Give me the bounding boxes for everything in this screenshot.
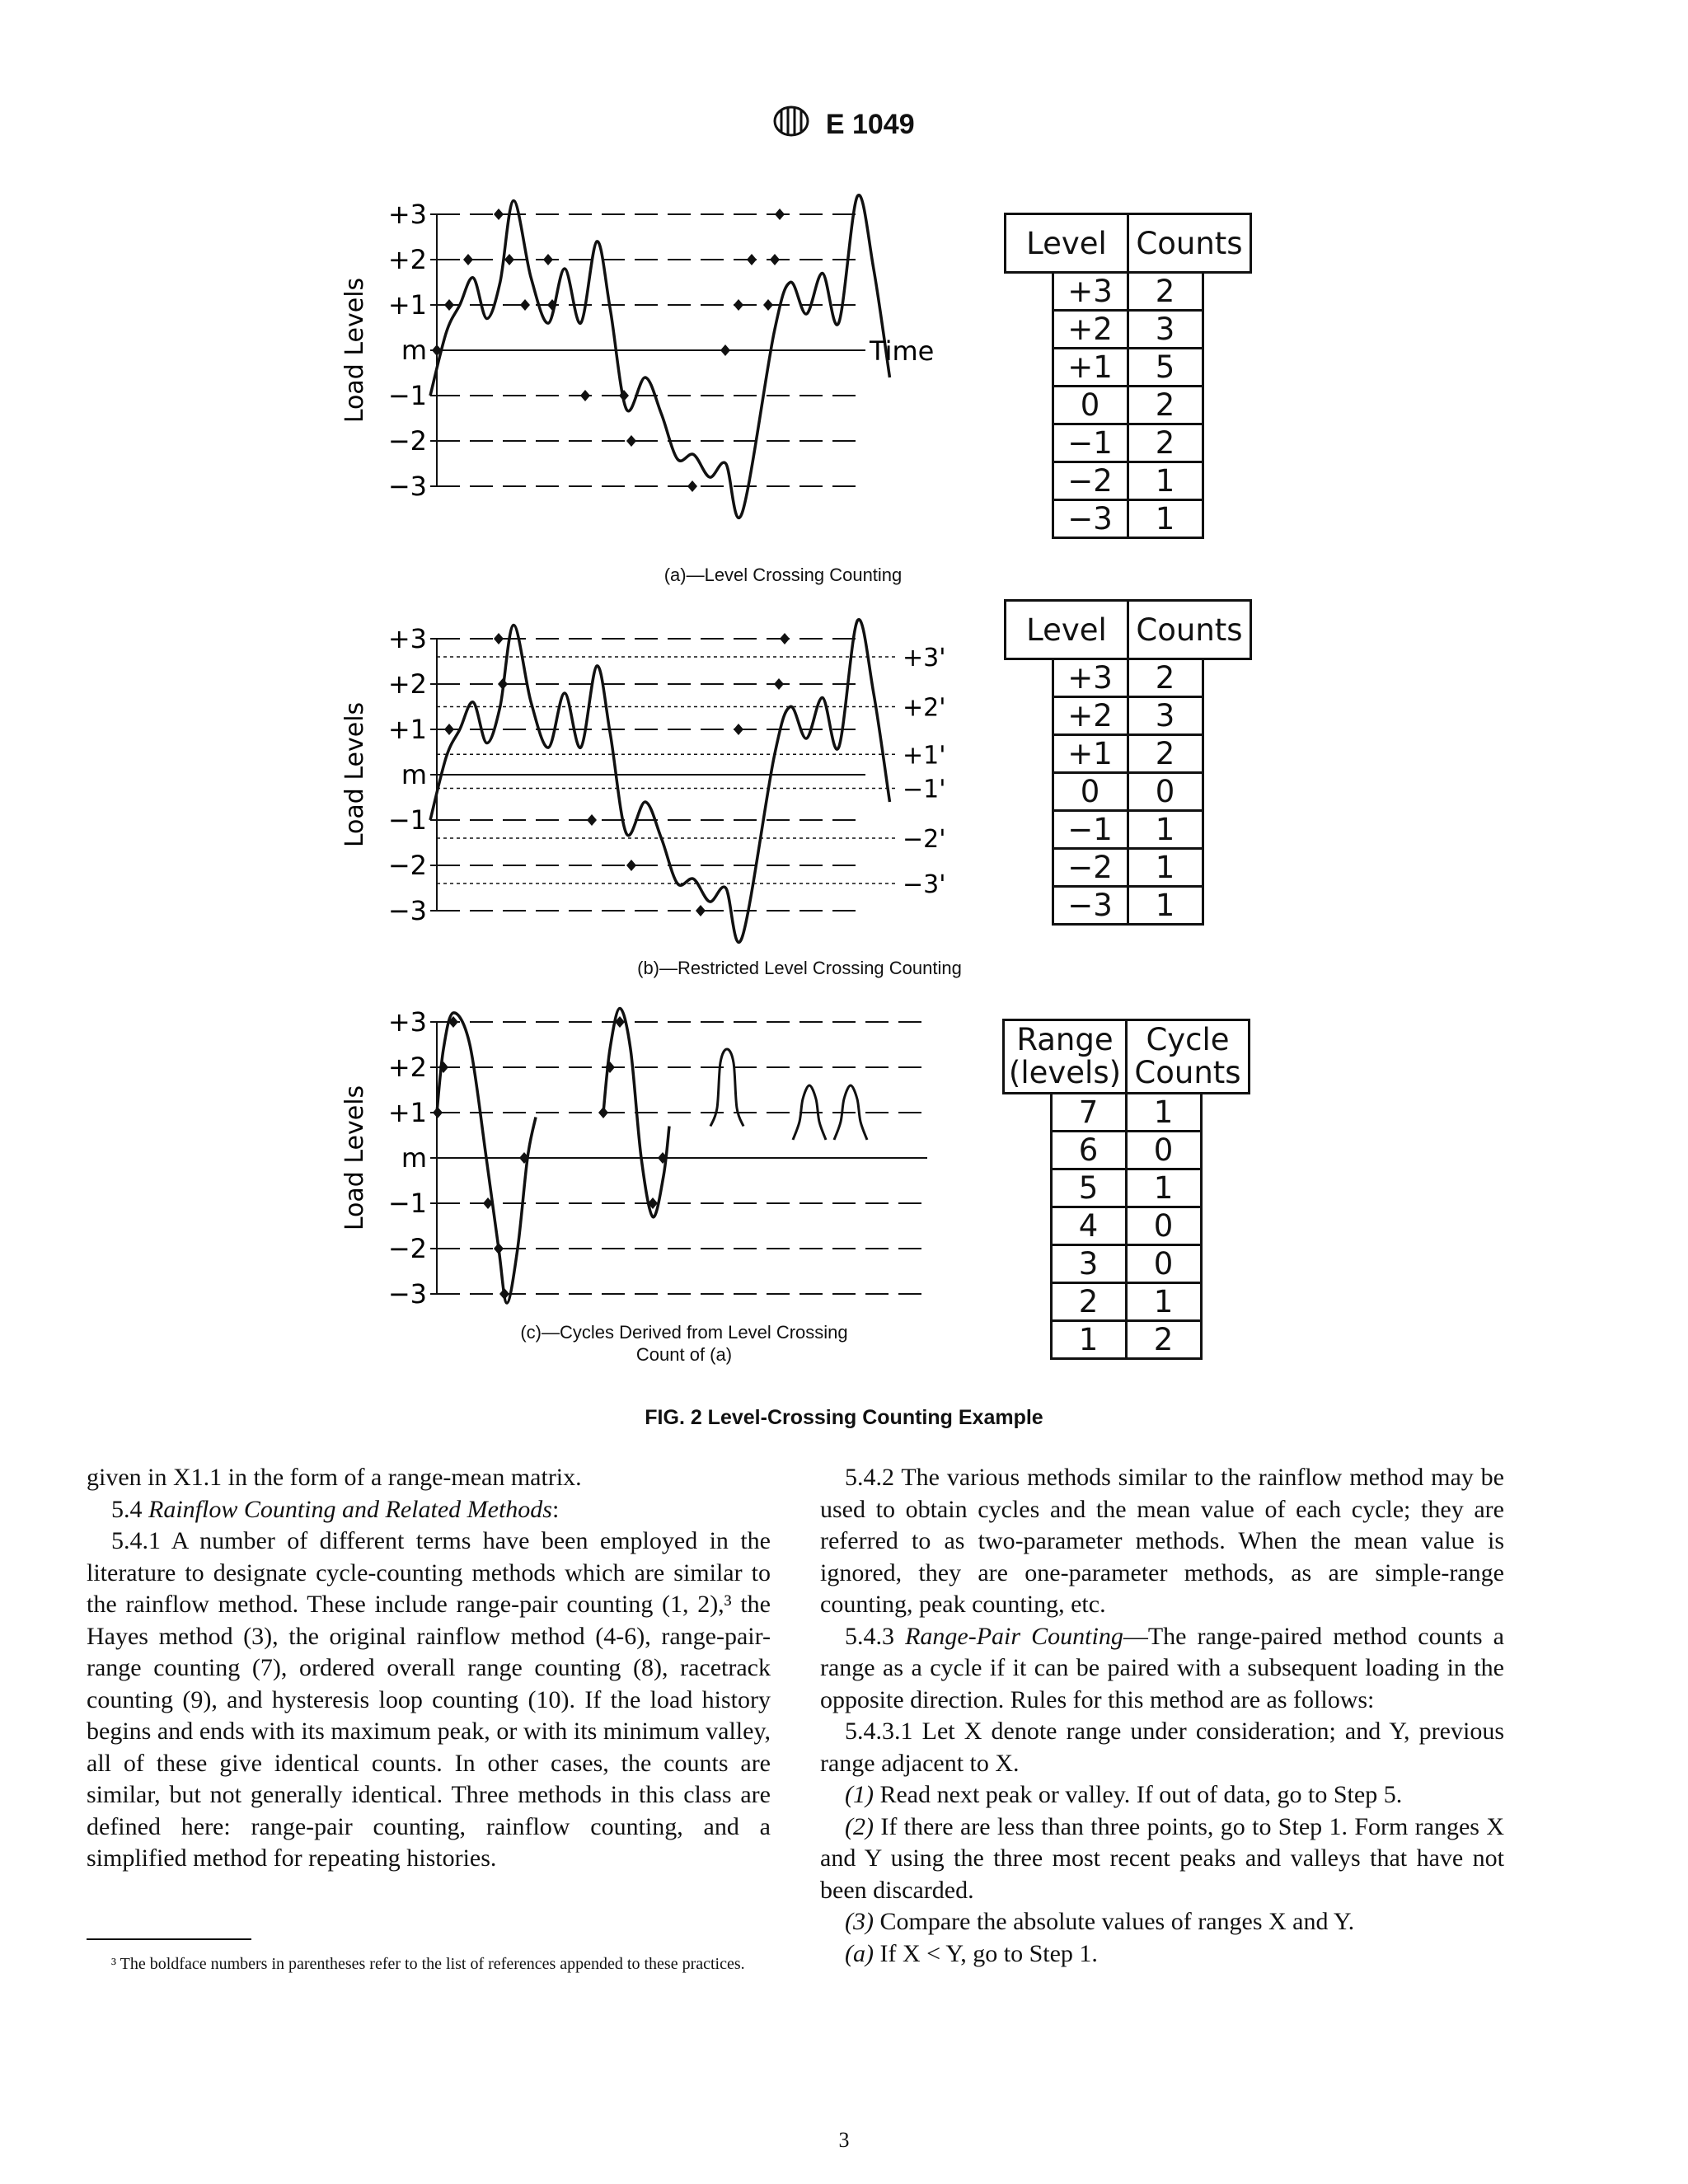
level-label: +2 [387, 1052, 427, 1083]
page-number: 3 [838, 2128, 850, 2152]
step-a [820, 1938, 1504, 1971]
small-cycle-curve [710, 1049, 743, 1127]
panel-b-caption: (b)—Restricted Level Crossing Counting [637, 958, 962, 978]
panel-c-caption-line2: Count of (a) [635, 1344, 733, 1365]
table-c-header-cycle-counts [1127, 1020, 1250, 1094]
panel-c-caption [486, 1321, 882, 1366]
table-c [1002, 1019, 1250, 1360]
table-row [1051, 1094, 1201, 1132]
step-2-number: (2) [845, 1812, 874, 1840]
table-row [1053, 500, 1203, 538]
crossing-marker [444, 724, 454, 735]
table-cell-key: +1 [1053, 349, 1128, 387]
footnote: ³ The boldface numbers in parentheses refer to the list of references appended to these practices. [111, 1955, 745, 1973]
table-b-body [1052, 660, 1204, 926]
left-paragraph-2 [87, 1494, 771, 1526]
step-1-number: (1) [845, 1781, 874, 1808]
table-cell-key: −2 [1053, 849, 1128, 887]
crossing-marker [687, 480, 697, 492]
level-label: +3 [387, 623, 427, 654]
table-body-wrapper [1006, 659, 1251, 926]
table-cell-value: 2 [1128, 387, 1203, 424]
table-row [1051, 1245, 1201, 1283]
table-row [1053, 462, 1203, 500]
table-cell-value: 2 [1128, 660, 1203, 697]
section-number: 5.4 [111, 1495, 148, 1523]
crossing-marker [498, 678, 508, 690]
table-cell-value: 1 [1128, 849, 1203, 887]
level-label: +2 [387, 244, 427, 275]
level-label: +1 [387, 289, 427, 321]
table-cell-key: 2 [1051, 1283, 1126, 1321]
crossing-marker [763, 299, 773, 311]
step-2 [820, 1811, 1504, 1907]
crossing-marker [494, 1243, 504, 1254]
restricted-level-label: −2' [903, 825, 946, 854]
level-label: +3 [387, 1006, 427, 1038]
step-a-text: If X < Y, go to Step 1. [873, 1939, 1098, 1967]
crossing-marker [463, 254, 473, 265]
step-3-text: Compare the absolute values of ranges X and Y. [873, 1908, 1355, 1935]
crossing-marker [543, 254, 553, 265]
level-label: −1 [387, 380, 427, 411]
table-row [1053, 735, 1203, 773]
table-c-header-range [1004, 1020, 1127, 1094]
table-c-body [1050, 1094, 1203, 1360]
table-row [1051, 1132, 1201, 1169]
crossing-marker [444, 299, 454, 311]
panel-c-plot [330, 977, 956, 1331]
table-cell-value: 0 [1128, 773, 1203, 811]
table-cell-key: 7 [1051, 1094, 1126, 1132]
table-cell-key: −1 [1053, 424, 1128, 462]
crossing-marker [774, 678, 784, 690]
panel-c-caption-line1: (c)—Cycles Derived from Level Crossing [520, 1322, 848, 1343]
page-header [0, 105, 1688, 144]
table-cell-key: 0 [1053, 387, 1128, 424]
table-cell-value: 0 [1126, 1132, 1201, 1169]
table-cell-value: 1 [1128, 462, 1203, 500]
level-label: −3 [387, 895, 427, 926]
crossing-marker [580, 390, 590, 401]
crossing-marker [598, 1107, 608, 1118]
table-cell-key: 6 [1051, 1132, 1126, 1169]
table-body-row-wrapper [1004, 1094, 1250, 1361]
right-column [820, 1462, 1504, 1970]
load-history-curve [430, 195, 889, 518]
table-cell-key: 3 [1051, 1245, 1126, 1283]
subsection-text: —The range-paired method counts a range as a cycle if it can be paired with a subsequent loading in the opposite direction. Rules for this method are as follows: [820, 1622, 1504, 1713]
table-cell-value: 2 [1128, 735, 1203, 773]
crossing-marker [626, 860, 636, 871]
left-paragraph-3: 5.4.1 A number of different terms have been employed in the literature to designate cycle-counting methods which are similar to the rainflow method. These include range-pair counting (1, 2),³ the Hayes method (3), the original rainflow method (4-6), range-pair-range counting (7), ordered overall range counting (8), racetrack counting (9), and hysteresis loop counting (10). If the load history begins and ends with its maximum peak, or with its minimum valley, all of these give identical counts. In other cases, the counts are similar, but not generally identical. Three methods in this class are defined here: range-pair counting, rainflow counting, and a simplified method for repeating histories. [87, 1527, 771, 1872]
table-cell-key: −1 [1053, 811, 1128, 849]
table-c-header-cycle-line1: Cycle [1146, 1022, 1230, 1057]
table-cell-value: 3 [1128, 697, 1203, 735]
table-cell-value: 1 [1128, 500, 1203, 538]
crossing-marker [587, 814, 597, 826]
crossing-marker [734, 724, 743, 735]
right-paragraph-3: 5.4.3.1 Let X denote range under consideration; and Y, previous range adjacent to X. [820, 1718, 1504, 1777]
panel-a-plot [330, 177, 935, 515]
subsection-title: Range-Pair Counting [905, 1622, 1123, 1650]
restricted-level-label: −3' [903, 870, 946, 899]
crossing-marker [696, 905, 706, 916]
table-row [1053, 887, 1203, 925]
table-c-header-cycle-line2: Counts [1134, 1055, 1241, 1090]
table-cell-value: 0 [1126, 1207, 1201, 1245]
table-body-wrapper [1004, 1094, 1250, 1361]
table-c-header-range-line2: (levels) [1008, 1055, 1122, 1090]
table-cell-value: 1 [1128, 811, 1203, 849]
footnote-rule [87, 1938, 251, 1940]
table-cell-key: +3 [1053, 274, 1128, 311]
table-cell-value: 1 [1128, 887, 1203, 925]
table-cell-value: 5 [1128, 349, 1203, 387]
table-cell-key: +1 [1053, 735, 1128, 773]
level-label: +1 [387, 714, 427, 745]
level-label: −3 [387, 471, 427, 502]
table-cell-value: 2 [1126, 1321, 1201, 1359]
table-row [1053, 387, 1203, 424]
y-axis-label: Load Levels [340, 277, 369, 424]
table-cell-value: 2 [1128, 424, 1203, 462]
table-cell-key: +3 [1053, 660, 1128, 697]
crossing-marker [780, 633, 790, 644]
table-c-header-range-line1: Range [1016, 1022, 1114, 1057]
table-row [1053, 660, 1203, 697]
level-label: −1 [387, 1188, 427, 1219]
time-axis-label: Time [870, 335, 935, 367]
step-1-text: Read next peak or valley. If out of data, go to Step 5. [873, 1781, 1403, 1808]
table-cell-value: 2 [1128, 274, 1203, 311]
astm-logo-icon [773, 105, 809, 144]
table-b [1004, 599, 1252, 926]
crossing-marker [770, 254, 780, 265]
table-cell-value: 0 [1126, 1245, 1201, 1283]
table-cell-key: −3 [1053, 887, 1128, 925]
table-a-body [1052, 274, 1204, 539]
level-label: m [401, 335, 427, 366]
crossing-marker [626, 435, 636, 447]
panel-a-caption: (a)—Level Crossing Counting [663, 565, 903, 585]
table-body-row-wrapper [1006, 273, 1251, 540]
table-b-header-level: Level [1006, 601, 1128, 659]
table-a-header-level: Level [1006, 214, 1128, 273]
step-1 [820, 1779, 1504, 1811]
section-title-colon: : [551, 1495, 560, 1523]
table-cell-key: +2 [1053, 697, 1128, 735]
table-cell-value: 3 [1128, 311, 1203, 349]
level-label: −2 [387, 850, 427, 881]
level-label: −1 [387, 804, 427, 836]
left-paragraph-1: given in X1.1 in the form of a range-mean matrix. [87, 1464, 582, 1491]
table-cell-value: 1 [1126, 1094, 1201, 1132]
table-a [1004, 213, 1252, 539]
crossing-marker [520, 299, 530, 311]
right-paragraph-2 [820, 1621, 1504, 1717]
crossing-marker [619, 390, 629, 401]
level-label: m [401, 1142, 427, 1174]
table-a-header-counts: Counts [1128, 214, 1251, 273]
step-3-number: (3) [845, 1908, 874, 1935]
table-cell-key: 1 [1051, 1321, 1126, 1359]
crossing-marker [494, 209, 504, 220]
crossing-marker [494, 633, 504, 644]
crossing-marker [747, 254, 757, 265]
step-3 [820, 1906, 1504, 1938]
standard-code: E 1049 [825, 109, 915, 140]
table-row [1053, 424, 1203, 462]
level-label: −3 [387, 1278, 427, 1310]
restricted-level-label: +1' [903, 741, 946, 771]
panel-b-plot [330, 602, 946, 940]
level-label: m [401, 759, 427, 790]
table-row [1051, 1283, 1201, 1321]
table-row [1053, 349, 1203, 387]
table-row [1053, 311, 1203, 349]
table-row [1051, 1321, 1201, 1359]
level-label: +2 [387, 668, 427, 700]
section-title: Rainflow Counting and Related Methods [148, 1495, 552, 1523]
table-cell-key: 5 [1051, 1169, 1126, 1207]
step-2-text: If there are less than three points, go to Step 1. Form ranges X and Y using the three most recent peaks and valleys that have not been discarded. [820, 1812, 1504, 1904]
y-axis-label: Load Levels [340, 1085, 369, 1231]
table-cell-key: 0 [1053, 773, 1128, 811]
table-cell-value: 1 [1126, 1169, 1201, 1207]
table-b-header-counts: Counts [1128, 601, 1251, 659]
table-cell-key: 4 [1051, 1207, 1126, 1245]
crossing-marker [499, 1288, 509, 1300]
right-paragraph-1: 5.4.2 The various methods similar to the rainflow method may be used to obtain cycles and the mean value of each cycle; they are referred to as two-parameter methods. When the mean value is ignored, they are one-parameter methods, as are simple-range counting, peak counting, etc. [820, 1464, 1504, 1618]
step-a-number: (a) [845, 1939, 874, 1967]
table-cell-value: 1 [1126, 1283, 1201, 1321]
subsection-number: 5.4.3 [845, 1622, 906, 1650]
table-row [1051, 1169, 1201, 1207]
level-label: +1 [387, 1097, 427, 1128]
restricted-level-label: +3' [903, 644, 946, 673]
crossing-marker [720, 344, 730, 356]
table-row [1053, 773, 1203, 811]
crossing-marker [775, 209, 785, 220]
level-label: +3 [387, 199, 427, 230]
table-row [1053, 274, 1203, 311]
left-column [87, 1462, 771, 1875]
crossing-marker [734, 299, 743, 311]
table-body-row-wrapper [1006, 659, 1251, 926]
restricted-level-label: −1' [903, 775, 946, 804]
table-row [1053, 849, 1203, 887]
table-cell-key: −3 [1053, 500, 1128, 538]
crossing-marker [504, 254, 514, 265]
table-row [1053, 697, 1203, 735]
load-history-curve [430, 620, 889, 943]
table-row [1051, 1207, 1201, 1245]
table-body-wrapper [1006, 273, 1251, 540]
level-label: −2 [387, 425, 427, 457]
table-row [1053, 811, 1203, 849]
level-label: −2 [387, 1233, 427, 1264]
figure-title: FIG. 2 Level-Crossing Counting Example [645, 1406, 1043, 1429]
table-cell-key: −2 [1053, 462, 1128, 500]
y-axis-label: Load Levels [340, 701, 369, 848]
crossing-marker [433, 1107, 443, 1118]
restricted-level-label: +2' [903, 693, 946, 723]
table-cell-key: +2 [1053, 311, 1128, 349]
